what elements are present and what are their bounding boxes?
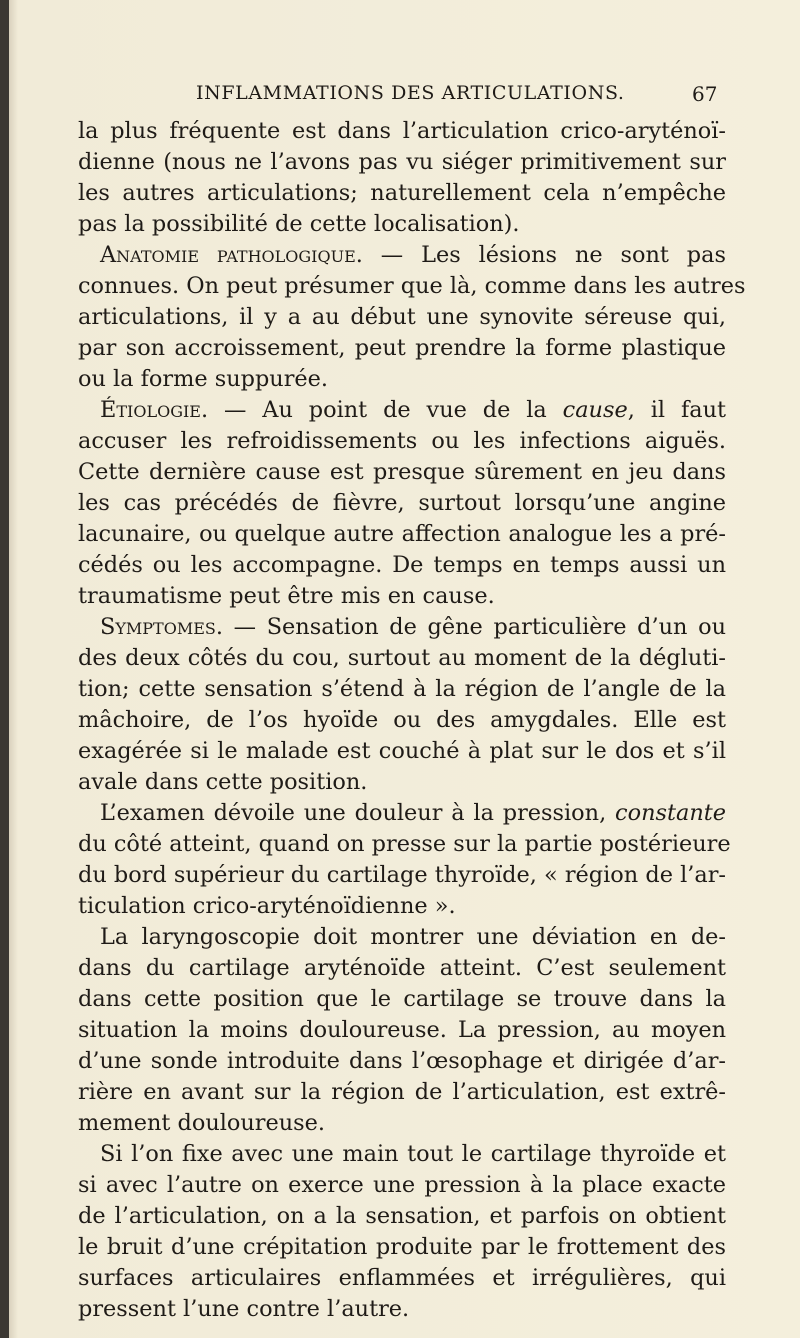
text-line: les cas précédés de fièvre, surtout lorsqu’une angine xyxy=(78,490,726,516)
text-line: ou la forme suppurée. xyxy=(78,366,329,392)
text-line: dienne (nous ne l’avons pas vu siéger primitivement sur xyxy=(78,149,726,175)
section-text-symptoms: — Sensation de gêne particulière d’un ou xyxy=(222,614,726,640)
exam-text-before: L’examen dévoile une douleur à la pression, xyxy=(100,800,616,826)
text-line: des deux côtés du cou, surtout au moment de la dégluti- xyxy=(78,645,726,671)
paragraph-start-exam xyxy=(78,798,726,829)
running-title: INFLAMMATIONS DES ARTICULATIONS. xyxy=(196,82,625,104)
section-text-etiology-after: , il faut xyxy=(627,397,727,423)
text-line: pas la possibilité de cette localisation). xyxy=(78,211,520,237)
section-text-etiology-before: — Au point de vue de la xyxy=(208,397,563,423)
text-line: du côté atteint, quand on presse sur la partie postérieure xyxy=(78,831,731,857)
text-line: connues. On peut présumer que là, comme dans les autres xyxy=(78,273,746,299)
text-line: dans cette position que le cartilage se trouve dans la xyxy=(78,986,726,1012)
text-line: rière en avant sur la région de l’articulation, est extrê- xyxy=(78,1079,726,1105)
text-line: la plus fréquente est dans l’articulation crico-aryténoï- xyxy=(78,118,726,144)
text-line: ticulation crico-aryténoïdienne ». xyxy=(78,893,456,919)
emphasis-cause: cause xyxy=(562,397,628,423)
section-start-etiology xyxy=(78,395,726,426)
text-line: situation la moins douloureuse. La pression, au moyen xyxy=(78,1017,726,1043)
text-line: les autres articulations; naturellement cela n’empêche xyxy=(78,180,726,206)
text-line: dans du cartilage aryténoïde atteint. C’est seulement xyxy=(78,955,726,981)
text-line: Si l’on fixe avec une main tout le cartilage thyroïde et xyxy=(100,1141,726,1167)
page-header xyxy=(0,82,800,116)
text-line: par son accroissement, peut prendre la forme plastique xyxy=(78,335,726,361)
text-line: tion; cette sensation s’étend à la région de l’angle de la xyxy=(78,676,726,702)
section-start-anatomy xyxy=(78,240,726,271)
text-line: le bruit d’une crépitation produite par le frottement des xyxy=(78,1234,726,1260)
text-line: Cette dernière cause est presque sûrement en jeu dans xyxy=(78,459,726,485)
text-line: traumatisme peut être mis en cause. xyxy=(78,583,495,609)
text-line: mâchoire, de l’os hyoïde ou des amygdales. Elle est xyxy=(78,707,726,733)
text-line: d’une sonde introduite dans l’œsophage et dirigée d’ar- xyxy=(78,1048,726,1074)
section-heading-etiology: Étiologie. xyxy=(100,397,209,423)
text-line: du bord supérieur du cartilage thyroïde, « région de l’ar- xyxy=(78,862,726,888)
section-text-anatomy: — Les lésions ne sont pas xyxy=(362,242,726,268)
page-number: 67 xyxy=(692,82,718,106)
text-line: si avec l’autre on exerce une pression à la place exacte xyxy=(78,1172,726,1198)
text-line: surfaces articulaires enflammées et irrégulières, qui xyxy=(78,1265,726,1291)
text-line: de l’articulation, on a la sensation, et parfois on obtient xyxy=(78,1203,726,1229)
page-body xyxy=(78,116,746,1322)
text-line: lacunaire, ou quelque autre affection analogue les a pré- xyxy=(78,521,726,547)
text-line: avale dans cette position. xyxy=(78,769,368,795)
section-heading-symptoms: Symptomes. xyxy=(100,614,223,640)
text-line: mement douloureuse. xyxy=(78,1110,326,1136)
text-line: pressent l’une contre l’autre. xyxy=(78,1296,410,1322)
section-heading-anatomy: Anatomie pathologique. xyxy=(100,242,363,268)
text-line: exagérée si le malade est couché à plat sur le dos et s’il xyxy=(78,738,726,764)
text-line: La laryngoscopie doit montrer une déviation en de- xyxy=(100,924,726,950)
section-start-symptoms xyxy=(78,612,726,643)
emphasis-constante: constante xyxy=(615,800,726,826)
text-line: articulations, il y a au début une synovite séreuse qui, xyxy=(78,304,726,330)
text-line: cédés ou les accompagne. De temps en temps aussi un xyxy=(78,552,726,578)
text-line: accuser les refroidissements ou les infections aiguës. xyxy=(78,428,726,454)
